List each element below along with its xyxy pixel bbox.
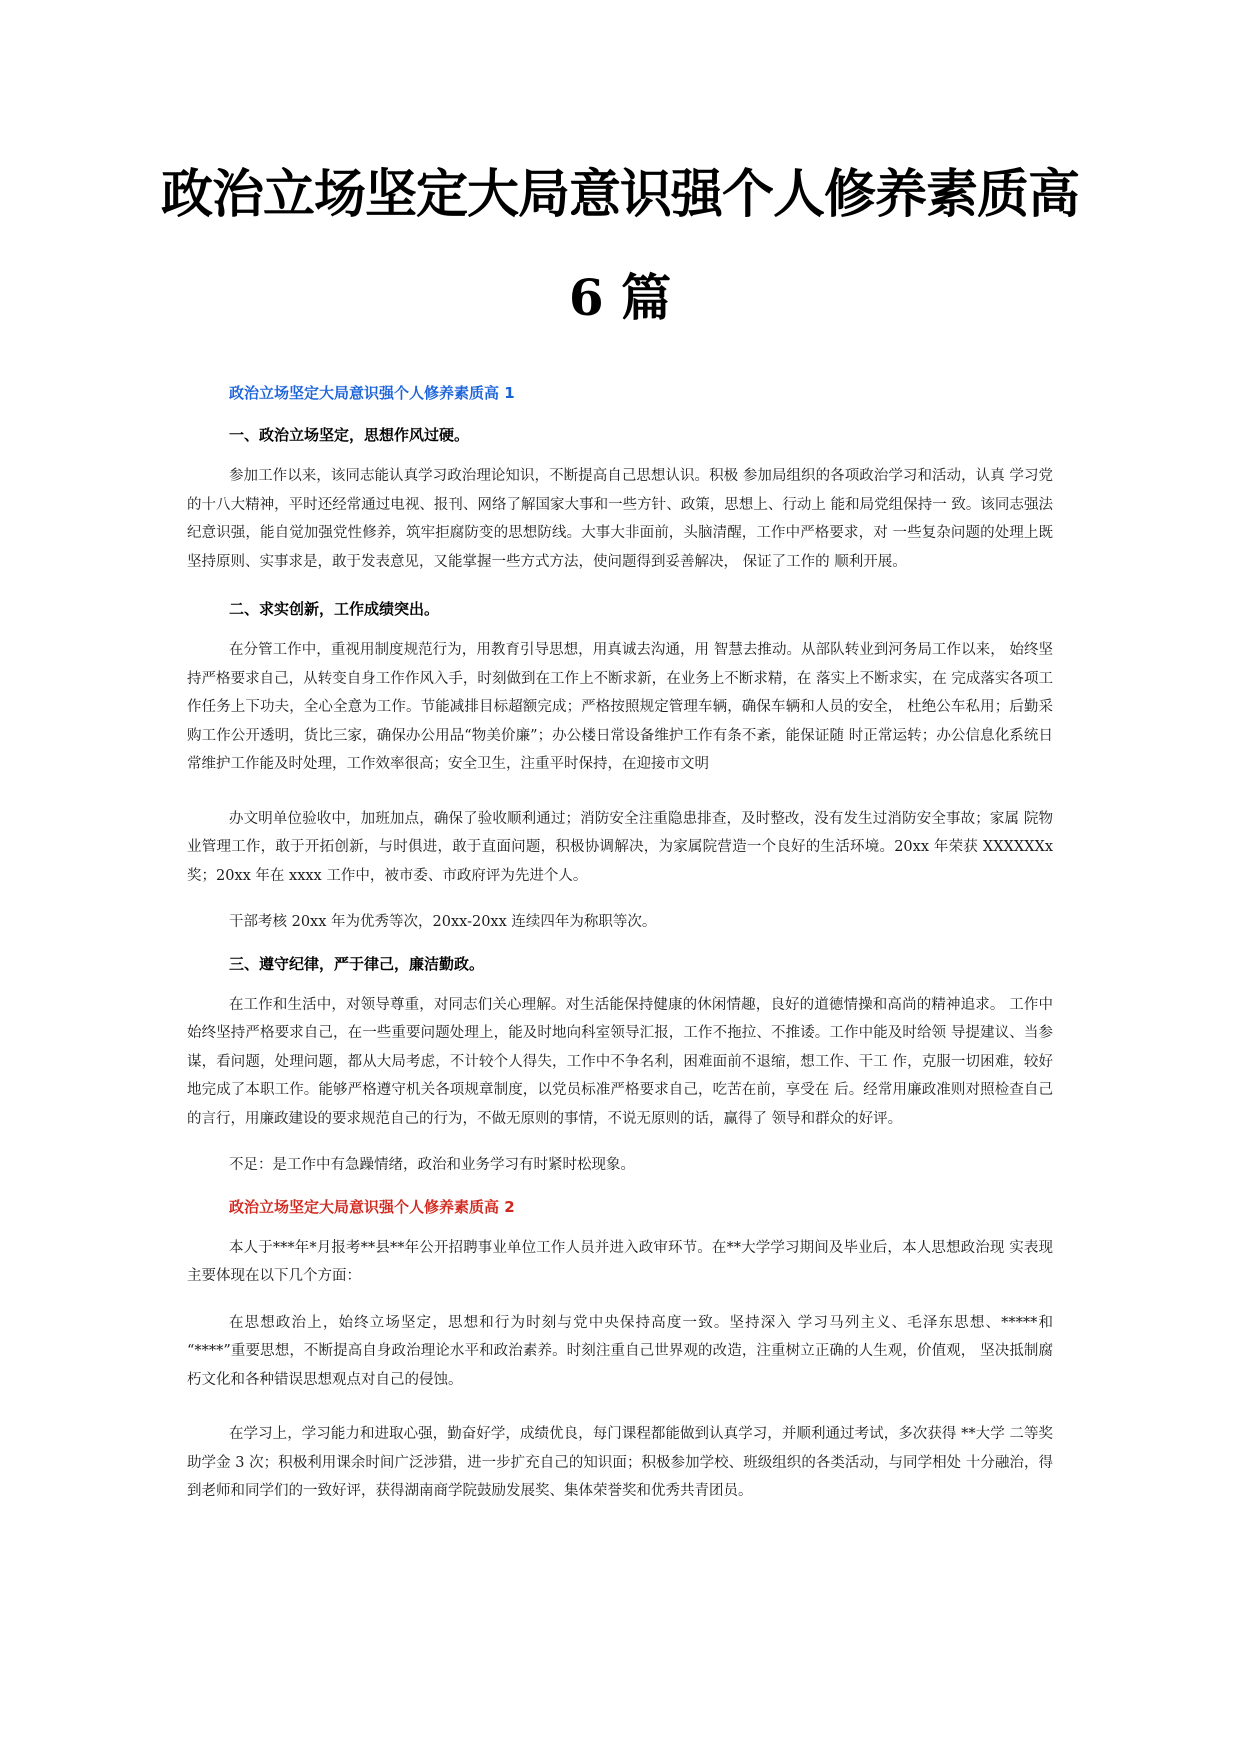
article-1-paragraph-1: 参加工作以来，该同志能认真学习政治理论知识，不断提高自己思想认识。积极 参加局组织的各项政治学习和活动，认真 学习党的十八大精神，平时还经常通过电视、报刊、网络了解国家大事和一些方针、政策，思想上、行动上 能和局党组保持一 致。该同志强法纪意识强，能自觉加强党性修养，筑牢拒腐防变的思想防线。大事大非面前，头脑清醒，工作中严格要求，对 一些复杂问题的处理上既坚持原则、实事求是，敢于发表意见，又能掌握一些方式方法，使问题得到妥善解决， 保证了工作的 顺利开展。 xyxy=(187,468,1053,570)
document-title-count: 6 篇 xyxy=(568,268,672,327)
article-1-paragraph-4: 干部考核 20xx 年为优秀等次，20xx-20xx 连续四年为称职等次。 xyxy=(229,914,657,930)
document-body xyxy=(187,378,1053,1506)
article-2-paragraph-3: 在学习上，学习能力和进取心强，勤奋好学，成绩优良，每门课程都能做到认真学习，并顺利通过考试，多次获得 **大学 二等奖助学金 3 次；积极利用课余时间广泛涉猎，进一步扩充自己的知识面；积极参加学校、班级组织的各类活动，与同学相处 十分融治，得到老师和同学们的一致好评，获得湖南商学院鼓励发展奖、集体荣誉奖和优秀共青团员。 xyxy=(187,1426,1053,1499)
document-title: 政治立场坚定大局意识强个人修养素质高 xyxy=(160,164,1079,225)
article-1-paragraph-2: 在分管工作中，重视用制度规范行为，用教育引导思想，用真诚去沟通，用 智慧去推动。从部队转业到河务局工作以来， 始终坚持严格要求自己，从转变自身工作作风入手，时刻做到在工作上不断求新，在业务上不断求精，在 落实上不断求实，在 完成落实各项工作任务上下功夫，全心全意为工作。节能减排目标超额完成；严格按照规定管理车辆，确保车辆和人员的安全， 杜绝公车私用；后勤采购工作公开透明，货比三家，确保办公用品“物美价廉”；办公楼日常设备维护工作有条不紊，能保证随 时正常运转；办公信息化系统日常维护工作能及时处理，工作效率很高；安全卫生，注重平时保持，在迎接市文明 xyxy=(187,642,1053,772)
article-1-subheading-1: 一、政治立场坚定，思想作风过硬。 xyxy=(229,426,470,444)
article-1-subheading-3: 三、遵守纪律，严于律己，廉洁勤政。 xyxy=(229,954,485,973)
article-1-paragraph-5: 在工作和生活中，对领导尊重，对同志们关心理解。对生活能保持健康的休闲情趣，良好的道德情操和高尚的精神追求。 工作中始终坚持严格要求自己，在一些重要问题处理上，能及时地向科室领导汇报，工作不拖拉、不推诿。工作中能及时给领 导提建议、当参谋，看问题，处理问题，都从大局考虑，不计较个人得失，工作中不争名利，困难面前不退缩，想工作、干工 作，克服一切困难，较好地完成了本职工作。能够严格遵守机关各项规章制度，以党员标准严格要求自己，吃苦在前，享受在 后。经常用廉政准则对照检查自己的言行，用廉政建设的要求规范自己的行为，不做无原则的事情，不说无原则的话，赢得了 领导和群众的好评。 xyxy=(187,996,1053,1127)
article-2-heading: 政治立场坚定大局意识强个人修养素质高 2 xyxy=(229,1197,515,1216)
article-1-heading: 政治立场坚定大局意识强个人修养素质高 1 xyxy=(229,384,515,402)
article-1-paragraph-6: 不足：是工作中有急躁情绪，政治和业务学习有时紧时松现象。 xyxy=(229,1157,635,1173)
article-2-paragraph-2: 在思想政治上，始终立场坚定，思想和行为时刻与党中央保持高度一致。坚持深入 学习马列主义、毛泽东思想、*****和 “****”重要思想，不断提高自身政治理论水平和政治素养。时刻注重自己世界观的改造，注重树立正确的人生观，价值观， 坚决抵制腐朽文化和各种错误思想观点对自己的侵蚀。 xyxy=(187,1314,1053,1388)
article-1-subheading-2: 二、求实创新，工作成绩突出。 xyxy=(229,600,440,618)
article-2-paragraph-1: 本人于***年*月报考**县**年公开招聘事业单位工作人员并进入政审环节。在**大学学习期间及毕业后，本人思想政治现 实表现主要体现在以下几个方面： xyxy=(187,1239,1053,1284)
article-1-paragraph-3: 办文明单位验收中，加班加点，确保了验收顺利通过；消防安全注重隐患排查，及时整改，没有发生过消防安全事故；家属 院物业管理工作，敢于开拓创新，与时俱进，敢于直面问题，积极协调解决，为家属院营造一个良好的生活环境。20xx 年荣获 XXXXXXx 奖；20xx 年在 xxxx 工作中，被市委、市政府评为先进个人。 xyxy=(187,810,1053,884)
